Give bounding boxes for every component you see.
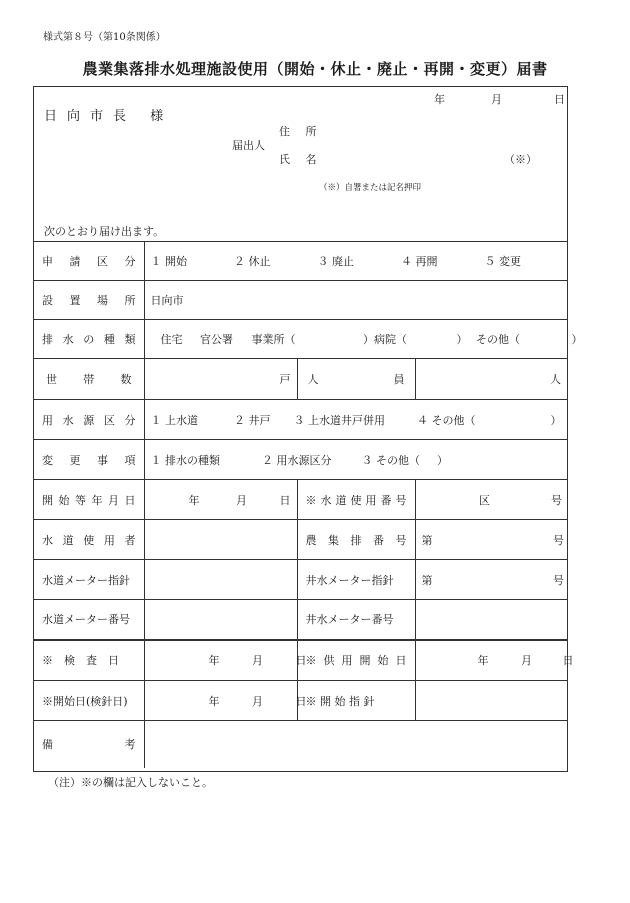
row-water-user [34, 520, 567, 560]
well-meter-number-value [415, 600, 567, 640]
drain-other-close: ） [571, 333, 583, 346]
label-persons: 人員 [297, 359, 415, 400]
water-meter-number-value [144, 600, 297, 640]
label-household: 世帯数 [34, 359, 144, 400]
row-water-source [34, 400, 567, 440]
application-table [34, 241, 583, 768]
label-location: 設置場所 [34, 281, 144, 320]
source-other: ４ その他（ [417, 413, 476, 427]
drain-business: 事業所（ [251, 333, 296, 346]
date-year-label: 年 [434, 93, 445, 106]
intro-text: 次のとおり届け出ます。 [44, 225, 165, 238]
water-number-ward: 区 [479, 493, 490, 507]
form-frame [33, 86, 583, 772]
drainage-type-options [144, 320, 583, 359]
addressee: 日向市長 様 [44, 109, 174, 124]
label-start-reading: ※ 開 始 指 針 [297, 681, 415, 721]
service-day: 日 [562, 654, 574, 668]
option-change: ５ 変更 [484, 255, 521, 268]
label-water-user: 水道使用者 [34, 520, 144, 560]
inspection-date-value [144, 640, 307, 681]
label-start-date: 開始等年月日 [34, 480, 144, 520]
label-service-start: ※供用開始日 [297, 640, 415, 681]
notifier-label: 届出人 [232, 139, 265, 152]
change-source: ２ 用水源区分 [262, 453, 332, 467]
row-start-day [34, 681, 567, 721]
row-water-meter-number [34, 600, 567, 640]
row-change-items [34, 440, 567, 480]
option-resume: ４ 再開 [401, 255, 438, 268]
well-meter-reading-value [415, 560, 567, 600]
source-other-close: ） [550, 413, 562, 427]
household-unit: 戸 [144, 359, 297, 400]
start-reading-value [415, 681, 567, 721]
service-start-value [415, 640, 574, 681]
inspection-year: 年 [208, 654, 220, 668]
row-application-type [34, 242, 567, 281]
label-change-items: 変更事項 [34, 440, 144, 480]
start-day-month: 月 [252, 694, 263, 708]
inspection-day: 日 [295, 654, 307, 668]
label-start-day: ※開始日(検針日) [34, 681, 144, 721]
start-day-year: 年 [208, 694, 220, 708]
label-water-meter-reading: 水道メーター指針 [34, 560, 144, 600]
label-drainage-type: 排水の種類 [34, 320, 144, 359]
inspection-month: 月 [252, 654, 263, 668]
location-value: 日向市 [144, 281, 567, 320]
service-year: 年 [477, 654, 489, 668]
address-label: 住 所 [279, 125, 323, 138]
label-application-type: 申請区分 [34, 242, 144, 281]
option-abolish: ３ 廃止 [317, 255, 354, 268]
name-label: 氏 名 [279, 153, 323, 166]
row-water-meter-reading [34, 560, 567, 600]
label-well-meter-reading: 井水メーター指針 [297, 560, 415, 600]
water-number-suffix: 号 [551, 493, 562, 507]
start-date-value [144, 480, 297, 520]
option-suspend: ２ 休止 [234, 255, 271, 268]
nosyu-number-value [415, 520, 567, 560]
start-day-value [144, 681, 307, 721]
remarks-value [144, 721, 567, 768]
row-location [34, 281, 567, 320]
form-number: 様式第８号（第10条関係） [43, 32, 166, 43]
start-day-day: 日 [295, 694, 307, 708]
source-city-water: １ 上水道 [150, 413, 198, 427]
drain-house: 住宅 [160, 333, 183, 346]
row-drainage-type [34, 320, 567, 359]
service-month: 月 [521, 654, 532, 668]
start-date-month: 月 [236, 493, 247, 507]
drain-govt: 官公署 [200, 333, 233, 346]
water-source-options [144, 400, 567, 440]
change-drainage: １ 排水の種類 [150, 453, 220, 467]
drain-other: その他（ [476, 333, 520, 346]
seal-note: （※）自署または記名押印 [319, 183, 422, 193]
label-nosyu-number: 農集排番号 [297, 520, 415, 560]
row-start-date [34, 480, 567, 520]
row-inspection-date [34, 640, 567, 681]
well-reading-go: 号 [553, 573, 564, 587]
application-type-options [144, 242, 567, 281]
drain-hospital: ）病院（ [363, 333, 407, 346]
date-month-label: 月 [491, 93, 502, 106]
nosyu-go: 号 [553, 533, 564, 547]
label-well-meter-number: 井水メーター番号 [297, 600, 415, 640]
row-remarks [34, 721, 567, 768]
change-items-options [144, 440, 567, 480]
change-other-close: ） [437, 453, 448, 467]
source-well: ２ 井戸 [234, 413, 271, 427]
label-water-meter-number: 水道メーター番号 [34, 600, 144, 640]
row-household [34, 359, 567, 400]
label-remarks: 備考 [34, 721, 144, 768]
label-water-number: ※水道使用番号 [297, 480, 415, 520]
date-day-label: 日 [554, 93, 565, 106]
source-combined: ３ 上水道井戸併用 [293, 413, 385, 427]
nosyu-dai: 第 [421, 533, 433, 547]
label-water-source: 用水源区分 [34, 400, 144, 440]
drain-hospital-close: ） [456, 333, 468, 346]
page-title: 農業集落排水処理施設使用（開始・休止・廃止・再開・変更）届書 [82, 60, 548, 78]
start-date-year: 年 [188, 493, 200, 507]
water-number-value [415, 480, 567, 520]
water-meter-reading-value [144, 560, 297, 600]
persons-unit: 人 [415, 359, 567, 400]
option-start: １ 開始 [150, 255, 187, 268]
footnote: （注）※の欄は記入しないこと。 [48, 776, 213, 789]
change-other: ３ その他（ [361, 453, 420, 467]
well-reading-dai: 第 [421, 573, 433, 587]
water-user-value [144, 520, 297, 560]
seal-mark: （※） [504, 153, 537, 166]
start-date-day: 日 [279, 493, 291, 507]
label-inspection-date: ※ 検 査 日 [34, 640, 144, 681]
